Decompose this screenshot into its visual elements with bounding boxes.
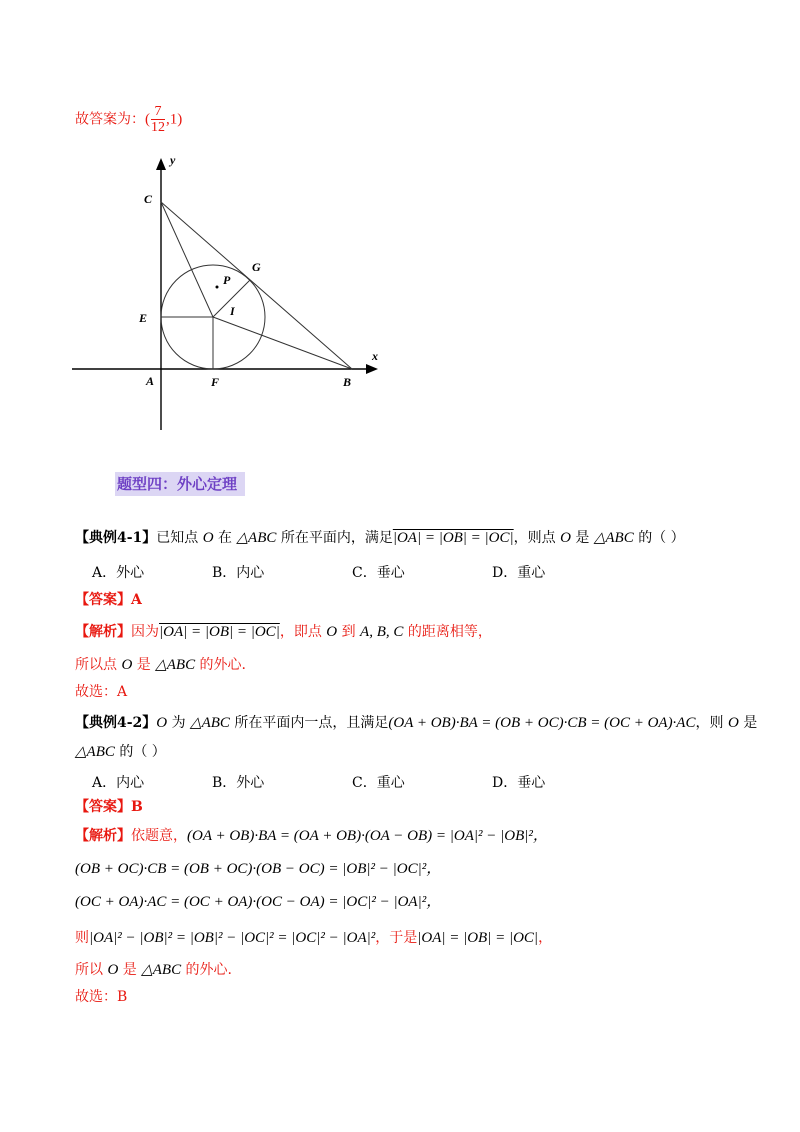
ex1-tri2: △ABC [593, 530, 634, 546]
ex2-tri: △ABC [190, 715, 230, 731]
ex1-o2: O [560, 530, 571, 546]
ex2-eq2: (OB + OC)·CB = (OB + OC)·(OB − OC) = |OB|² − |OC|²， [75, 861, 442, 877]
line-i-b [213, 317, 352, 369]
fraction-7-12 [151, 104, 165, 135]
label-p: P [223, 273, 231, 287]
ex1-analysis-b: ，即点 [279, 624, 322, 640]
ex2-eq4-c: ，于是 [375, 930, 418, 946]
ex2-eq4-a: 则 [75, 930, 89, 946]
ex2-stem-cont [75, 742, 166, 762]
ex2-eq1: (OA + OB)·BA = (OA + OB)·(OA − OB) = |OA|² − |OB|²， [187, 828, 548, 844]
top-answer-label: 故答案为： [75, 111, 145, 128]
ex2-analysis [75, 826, 548, 846]
ex2-analysis-a: 依题意， [131, 828, 187, 844]
x-axis-arrow-icon [366, 364, 378, 374]
label-g: G [252, 260, 261, 274]
ex2-stem-b: 所在平面内一点，且满足 [234, 715, 389, 731]
side-cb [161, 202, 352, 369]
ex1-stem-a: 已知点 [156, 530, 199, 546]
ex2-eq3: (OC + OA)·AC = (OC + OA)·(OC − OA) = |OC|² − |OA|²， [75, 894, 442, 910]
ex1-line2-a: 所以点 [75, 657, 117, 673]
y-axis-arrow-icon [156, 158, 166, 170]
ex2-option-d[interactable]: D．垂心 [492, 775, 546, 791]
ex1-option-c[interactable]: C．垂心 [352, 565, 405, 581]
ex2-choose: 故选：B [75, 989, 128, 1005]
ex1-stem-e: 是 [575, 530, 590, 546]
label-x: x [372, 349, 378, 363]
ex1-analysis-tag: 【解析】 [75, 624, 131, 640]
ex1-stem-c: 所在平面内，满足 [280, 530, 393, 546]
ex1-condition: |OA| = |OB| = |OC| [392, 530, 514, 546]
ex2-option-a[interactable]: A．内心 [92, 775, 145, 791]
ex1-analysis-o: O [326, 624, 338, 640]
ex1-stem-b: 在 [218, 530, 233, 546]
fraction-numerator: 7 [151, 104, 165, 120]
ex2-eq4-line [75, 928, 552, 948]
ex1-stem-f: 的（ ） [638, 530, 685, 546]
ex1-analysis-points: A, B, C [360, 624, 404, 640]
label-a: A [146, 374, 155, 388]
ex1-line2-b: 是 [136, 657, 151, 673]
ex1-o: O [202, 530, 214, 546]
ex2-tag: 【典例4-2】 [75, 715, 157, 731]
line-c-i [161, 202, 213, 317]
point-p-dot [216, 286, 219, 289]
ex2-eq4-b: |OA|² − |OB|² = |OB|² − |OC|² = |OC|² − |OA|² [89, 930, 376, 946]
label-y: y [170, 153, 176, 167]
interval-open: ( [145, 111, 150, 128]
ex1-analysis [75, 622, 492, 642]
ex1-line2-c: 的外心. [199, 657, 246, 673]
ex2-stem-a: 为 [171, 715, 186, 731]
ex2-stem [75, 713, 757, 733]
ex2-eq3-line [75, 892, 441, 912]
ex2-stem-e: 的（ ） [119, 744, 166, 760]
label-i: I [230, 304, 235, 318]
ex1-analysis-a: 因为 [131, 624, 159, 640]
ex1-stem-d: ，则点 [513, 530, 556, 546]
ex2-option-b[interactable]: B．外心 [212, 775, 265, 791]
ex1-tag: 【典例4-1】 [75, 530, 157, 546]
ex1-analysis-condition: |OA| = |OB| = |OC| [159, 624, 280, 640]
label-f: F [211, 375, 220, 389]
ex1-analysis-c: 到 [341, 624, 356, 640]
ex1-answer: 【答案】A [75, 592, 142, 608]
section-heading: 题型四：外心定理 [115, 472, 245, 496]
ex2-analysis-tag: 【解析】 [75, 828, 131, 844]
ex2-line-c: 的外心. [185, 962, 232, 978]
ex2-o: O [156, 715, 168, 731]
ex2-line-a: 所以 [75, 962, 103, 978]
ex2-line-tri: △ABC [141, 962, 182, 978]
ex2-conclusion [75, 960, 232, 980]
ex1-option-b[interactable]: B．内心 [212, 565, 265, 581]
label-b: B [343, 375, 352, 389]
ex2-eq2-line [75, 859, 441, 879]
ex2-stem-d: 是 [743, 715, 758, 731]
ex2-o2: O [727, 715, 739, 731]
ex1-choose: 故选：A [75, 684, 128, 700]
ex2-condition: (OA + OB)·BA = (OB + OC)·CB = (OC + OA)·AC [388, 715, 696, 731]
ex1-line2-tri: △ABC [155, 657, 196, 673]
ex2-line-o: O [107, 962, 119, 978]
ex2-line-b: 是 [122, 962, 137, 978]
ex1-stem [75, 528, 685, 548]
ex1-option-d[interactable]: D．重心 [492, 565, 546, 581]
ex1-analysis-d: 的距离相等， [407, 624, 492, 640]
ex1-line2-o: O [121, 657, 133, 673]
fraction-denominator: 12 [151, 120, 165, 135]
ex2-eq4-e: ， [538, 930, 553, 946]
ex2-option-c[interactable]: C．重心 [352, 775, 405, 791]
ex2-stem-c: ，则 [695, 715, 724, 731]
ex1-conclusion [75, 655, 246, 675]
ex2-answer: 【答案】B [75, 799, 143, 815]
label-c: C [144, 192, 153, 206]
geometry-figure [60, 150, 390, 435]
ex1-tri: △ABC [236, 530, 277, 546]
ex2-tri2: △ABC [75, 744, 115, 760]
ex1-option-a[interactable]: A．外心 [92, 565, 145, 581]
interval-rest: ,1) [166, 111, 183, 128]
ex2-eq4-d: |OA| = |OB| = |OC| [417, 930, 539, 946]
top-answer-line [75, 104, 182, 135]
label-e: E [139, 311, 148, 325]
